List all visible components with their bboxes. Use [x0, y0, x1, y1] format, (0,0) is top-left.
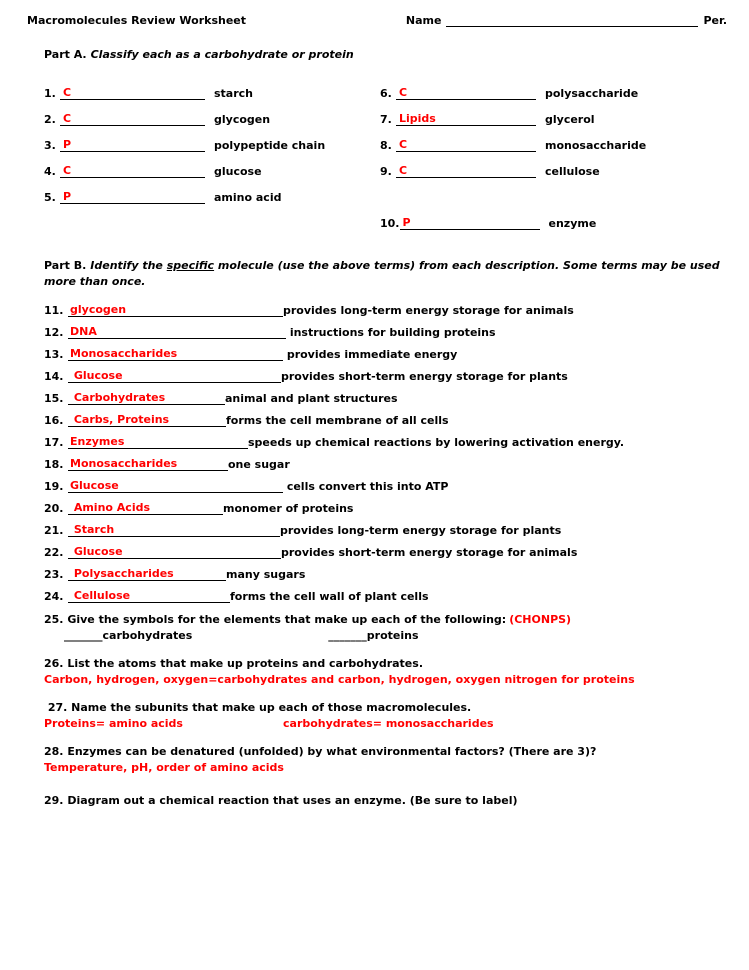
answer-blank: glycogen [68, 303, 283, 317]
item-number: 11. [44, 304, 64, 317]
item-number: 3. [44, 139, 56, 152]
fill-in-item [44, 566, 727, 581]
item-number: 5. [44, 191, 56, 204]
question-26-answer: Carbon, hydrogen, oxygen=carbohydrates and carbon, hydrogen, oxygen nitrogen for proteins [44, 673, 635, 686]
answer-blank: Glucose [68, 545, 281, 559]
classification-item [44, 137, 380, 152]
part-b-instruction-specific: specific [166, 259, 215, 272]
question-25-proteins-blank: _______proteins [328, 629, 419, 642]
question-25-carbohydrates-blank: _______carbohydrates [64, 629, 193, 642]
header [27, 14, 727, 27]
item-number: 1. [44, 87, 56, 100]
classification-item [44, 85, 380, 100]
item-term: cellulose [545, 165, 600, 178]
item-description: provides long-term energy storage for plants [280, 524, 562, 537]
question-27 [44, 700, 727, 732]
answer-blank: P [60, 138, 205, 152]
part-a-instruction: Classify each as a carbohydrate or protein [90, 48, 354, 61]
part-b-label: Part B. [44, 259, 87, 272]
part-a-label: Part A. [44, 48, 87, 61]
item-description: provides immediate energy [283, 348, 458, 361]
answer-blank: Glucose [68, 479, 283, 493]
question-27-answer-proteins: Proteins= amino acids [44, 717, 183, 730]
answer-blank: Polysaccharides [68, 567, 226, 581]
question-25-line2 [44, 628, 727, 644]
item-number: 14. [44, 370, 64, 383]
item-term: monosaccharide [545, 139, 647, 152]
item-description: forms the cell membrane of all cells [226, 414, 449, 427]
classification-item [44, 111, 380, 126]
name-blank-line [446, 14, 698, 27]
answer-blank: Amino Acids [68, 501, 223, 515]
question-25-answer: (CHONPS) [509, 613, 572, 626]
item-description: provides long-term energy storage for animals [283, 304, 574, 317]
item-number: 6. [380, 87, 392, 100]
item-description: forms the cell wall of plant cells [230, 590, 429, 603]
answer-blank: P [60, 190, 205, 204]
item-number: 20. [44, 502, 64, 515]
item-description: instructions for building proteins [286, 326, 496, 339]
answer-blank: P [400, 216, 540, 230]
item-description: animal and plant structures [225, 392, 398, 405]
answer-blank: C [60, 86, 205, 100]
part-b-instruction [44, 259, 720, 288]
worksheet-content [44, 48, 727, 809]
answer-blank: Glucose [68, 369, 281, 383]
question-27-answers [44, 716, 727, 732]
part-b-items [44, 302, 727, 603]
item-term: enzyme [548, 217, 597, 230]
classification-item [44, 189, 380, 204]
answer-blank: DNA [68, 325, 286, 339]
answer-blank: C [60, 112, 205, 126]
fill-in-item [44, 434, 727, 449]
answer-blank: Lipids [396, 112, 536, 126]
page-title: Macromolecules Review Worksheet [27, 14, 247, 27]
fill-in-item [44, 588, 727, 603]
item-description: provides short-term energy storage for animals [281, 546, 578, 559]
question-29 [44, 793, 727, 809]
classification-item [380, 215, 727, 230]
item-description: one sugar [228, 458, 290, 471]
item-number: 21. [44, 524, 64, 537]
item-number: 24. [44, 590, 64, 603]
question-28 [44, 744, 727, 776]
part-a-left-column [44, 85, 380, 230]
item-description: many sugars [226, 568, 306, 581]
fill-in-item [44, 500, 727, 515]
question-27-answer-carbohydrates: carbohydrates= monosaccharides [283, 717, 494, 730]
part-a-right-column [380, 85, 727, 230]
item-number: 2. [44, 113, 56, 126]
answer-blank: Carbohydrates [68, 391, 225, 405]
item-number: 19. [44, 480, 64, 493]
fill-in-item [44, 456, 727, 471]
question-29-text: 29. Diagram out a chemical reaction that uses an enzyme. (Be sure to label) [44, 794, 518, 807]
answer-blank: C [396, 138, 536, 152]
per-label: Per. [703, 14, 727, 27]
part-a-items [44, 85, 727, 230]
item-term: amino acid [214, 191, 282, 204]
question-27-text: 27. Name the subunits that make up each of those macromolecules. [44, 701, 472, 714]
question-25 [44, 612, 727, 644]
item-description: cells convert this into ATP [283, 480, 449, 493]
item-number: 23. [44, 568, 64, 581]
question-26-text: 26. List the atoms that make up proteins and carbohydrates. [44, 657, 423, 670]
answer-blank: C [396, 86, 536, 100]
item-number: 10. [380, 217, 400, 230]
item-description: speeds up chemical reactions by lowering activation energy. [248, 436, 625, 449]
fill-in-item [44, 302, 727, 317]
fill-in-item [44, 368, 727, 383]
item-term: polypeptide chain [214, 139, 326, 152]
classification-item [380, 85, 727, 100]
item-number: 17. [44, 436, 64, 449]
question-25-line1 [44, 612, 727, 628]
item-number: 4. [44, 165, 56, 178]
question-26 [44, 656, 727, 688]
answer-blank: Starch [68, 523, 280, 537]
item-description: provides short-term energy storage for plants [281, 370, 568, 383]
question-28-text: 28. Enzymes can be denatured (unfolded) by what environmental factors? (There are 3)? [44, 745, 597, 758]
item-number: 9. [380, 165, 392, 178]
part-a-heading [44, 48, 727, 61]
part-b-instruction-post: molecule (use the above terms) from each description. Some terms may be used more than once. [44, 259, 720, 288]
item-number: 7. [380, 113, 392, 126]
classification-item [380, 137, 727, 152]
item-number: 22. [44, 546, 64, 559]
classification-item [44, 163, 380, 178]
answer-blank: C [60, 164, 205, 178]
item-number: 13. [44, 348, 64, 361]
answer-blank: Monosaccharides [68, 457, 228, 471]
name-label: Name [405, 14, 442, 27]
item-number: 15. [44, 392, 64, 405]
question-28-answer: Temperature, pH, order of amino acids [44, 761, 284, 774]
answer-blank: Enzymes [68, 435, 248, 449]
item-number: 12. [44, 326, 64, 339]
item-term: glycerol [545, 113, 595, 126]
fill-in-item [44, 478, 727, 493]
answer-blank: Carbs, Proteins [68, 413, 226, 427]
fill-in-item [44, 346, 727, 361]
answer-blank: Cellulose [68, 589, 230, 603]
item-term: glucose [214, 165, 262, 178]
item-number: 8. [380, 139, 392, 152]
fill-in-item [44, 522, 727, 537]
question-25-text: 25. Give the symbols for the elements that make up each of the following: [44, 613, 507, 626]
classification-item [380, 111, 727, 126]
item-term: starch [214, 87, 254, 100]
answer-blank: C [396, 164, 536, 178]
fill-in-item [44, 544, 727, 559]
item-number: 18. [44, 458, 64, 471]
fill-in-item [44, 412, 727, 427]
fill-in-item [44, 390, 727, 405]
answer-blank: Monosaccharides [68, 347, 283, 361]
part-b-heading [44, 258, 720, 290]
fill-in-item [44, 324, 727, 339]
name-per-area [406, 14, 727, 27]
item-term: glycogen [214, 113, 271, 126]
item-number: 16. [44, 414, 64, 427]
part-b-instruction-pre: Identify the [90, 259, 167, 272]
item-description: monomer of proteins [223, 502, 354, 515]
item-term: polysaccharide [545, 87, 639, 100]
classification-item [380, 163, 727, 178]
